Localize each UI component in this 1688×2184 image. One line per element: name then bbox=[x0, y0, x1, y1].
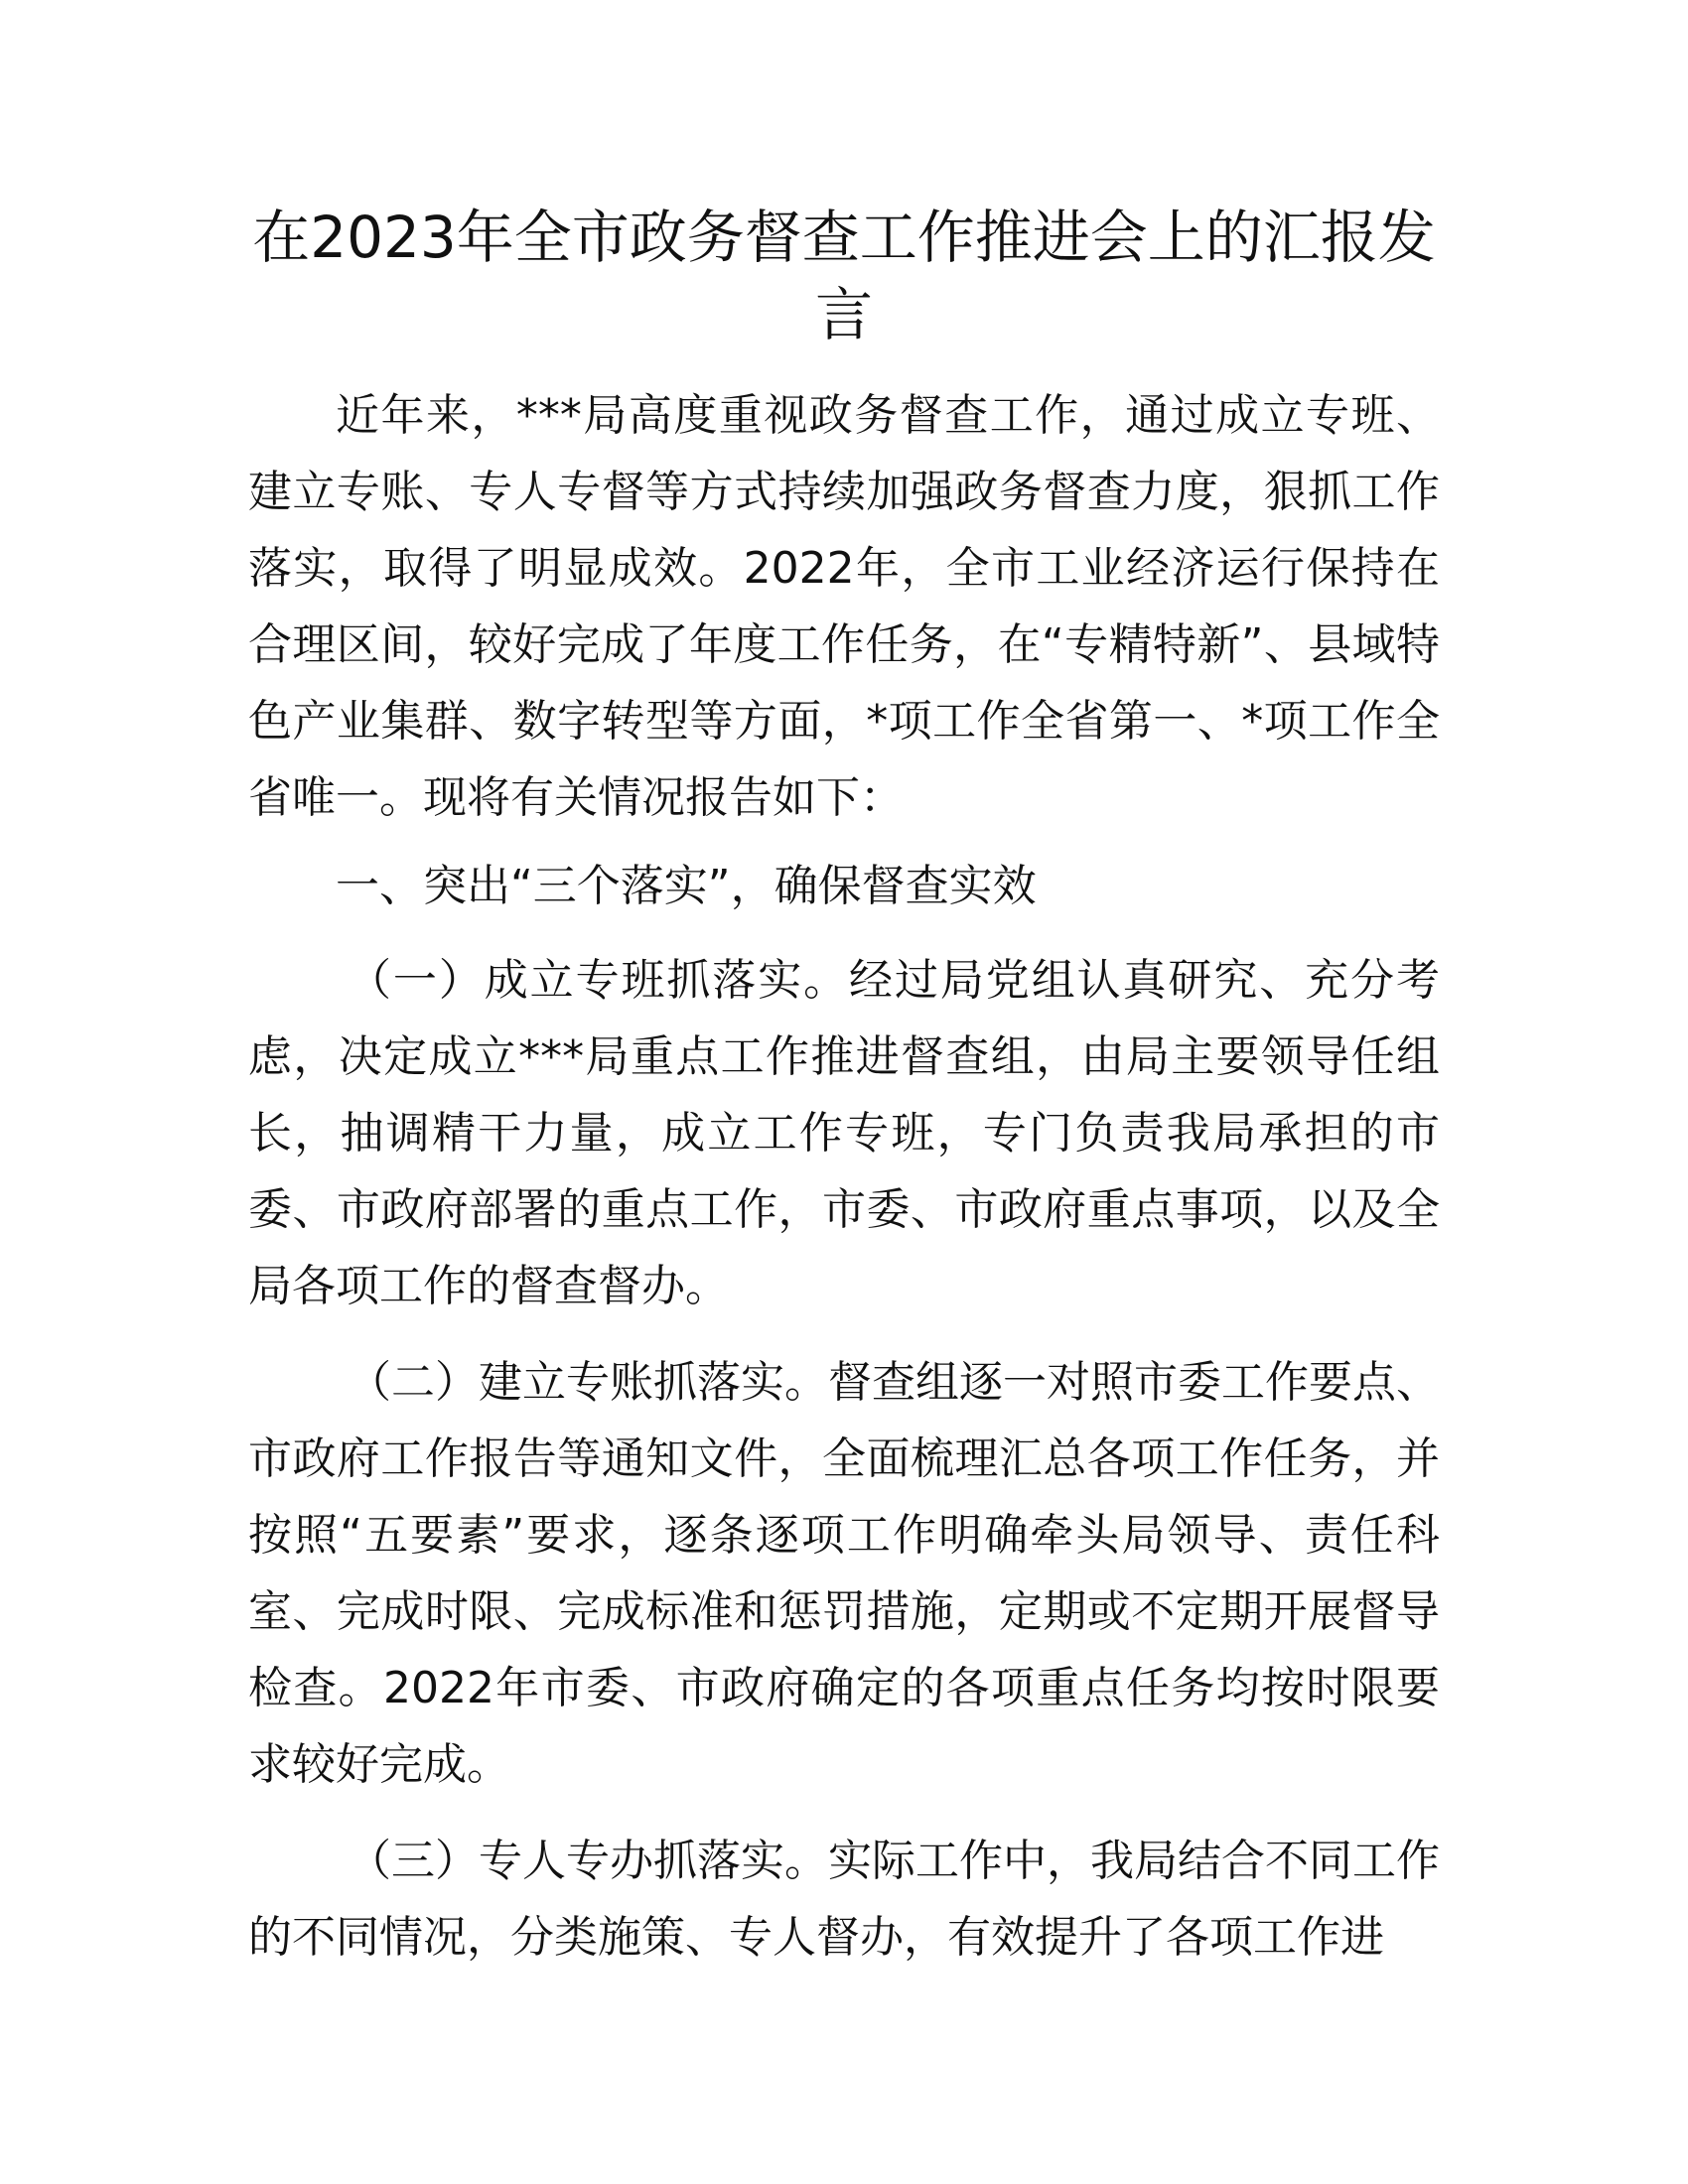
intro-paragraph: 近年来，***局高度重视政务督查工作，通过成立专班、建立专账、专人专督等方式持续加强政务督查力度，狠抓工作落实，取得了明显成效。2022年，全市工业经济运行保持在合理区间，较好完成了年度工作任务，在“专精特新”、县域特色产业集群、数字转型等方面，*项工作全省第一、*项工作全省唯一。现将有关情况报告如下： bbox=[248, 390, 1440, 823]
document-body bbox=[248, 377, 1440, 1995]
subsection-paragraph-1: （一）成立专班抓落实。经过局党组认真研究、充分考虑，决定成立***局重点工作推进督查组，由局主要领导任组长，抽调精干力量，成立工作专班，专门负责我局承担的市委、市政府部署的重点工作，市委、市政府重点事项，以及全局各项工作的督查督办。 bbox=[248, 955, 1440, 1311]
section-heading-1: 一、突出“三个落实”，确保督查实效 bbox=[336, 861, 1037, 911]
subsection-paragraph-3: （三）专人专办抓落实。实际工作中，我局结合不同工作的不同情况，分类施策、专人督办，有效提升了各项工作进 bbox=[248, 1836, 1440, 1963]
subsection-paragraph-2: （二）建立专账抓落实。督查组逐一对照市委工作要点、市政府工作报告等通知文件，全面梳理汇总各项工作任务，并按照“五要素”要求，逐条逐项工作明确牵头局领导、责任科室、完成时限、完成标准和惩罚措施，定期或不定期开展督导检查。2022年市委、市政府确定的各项重点任务均按时限要求较好完成。 bbox=[248, 1357, 1440, 1790]
document-title: 在2023年全市政务督查工作推进会上的汇报发言 bbox=[252, 204, 1436, 348]
